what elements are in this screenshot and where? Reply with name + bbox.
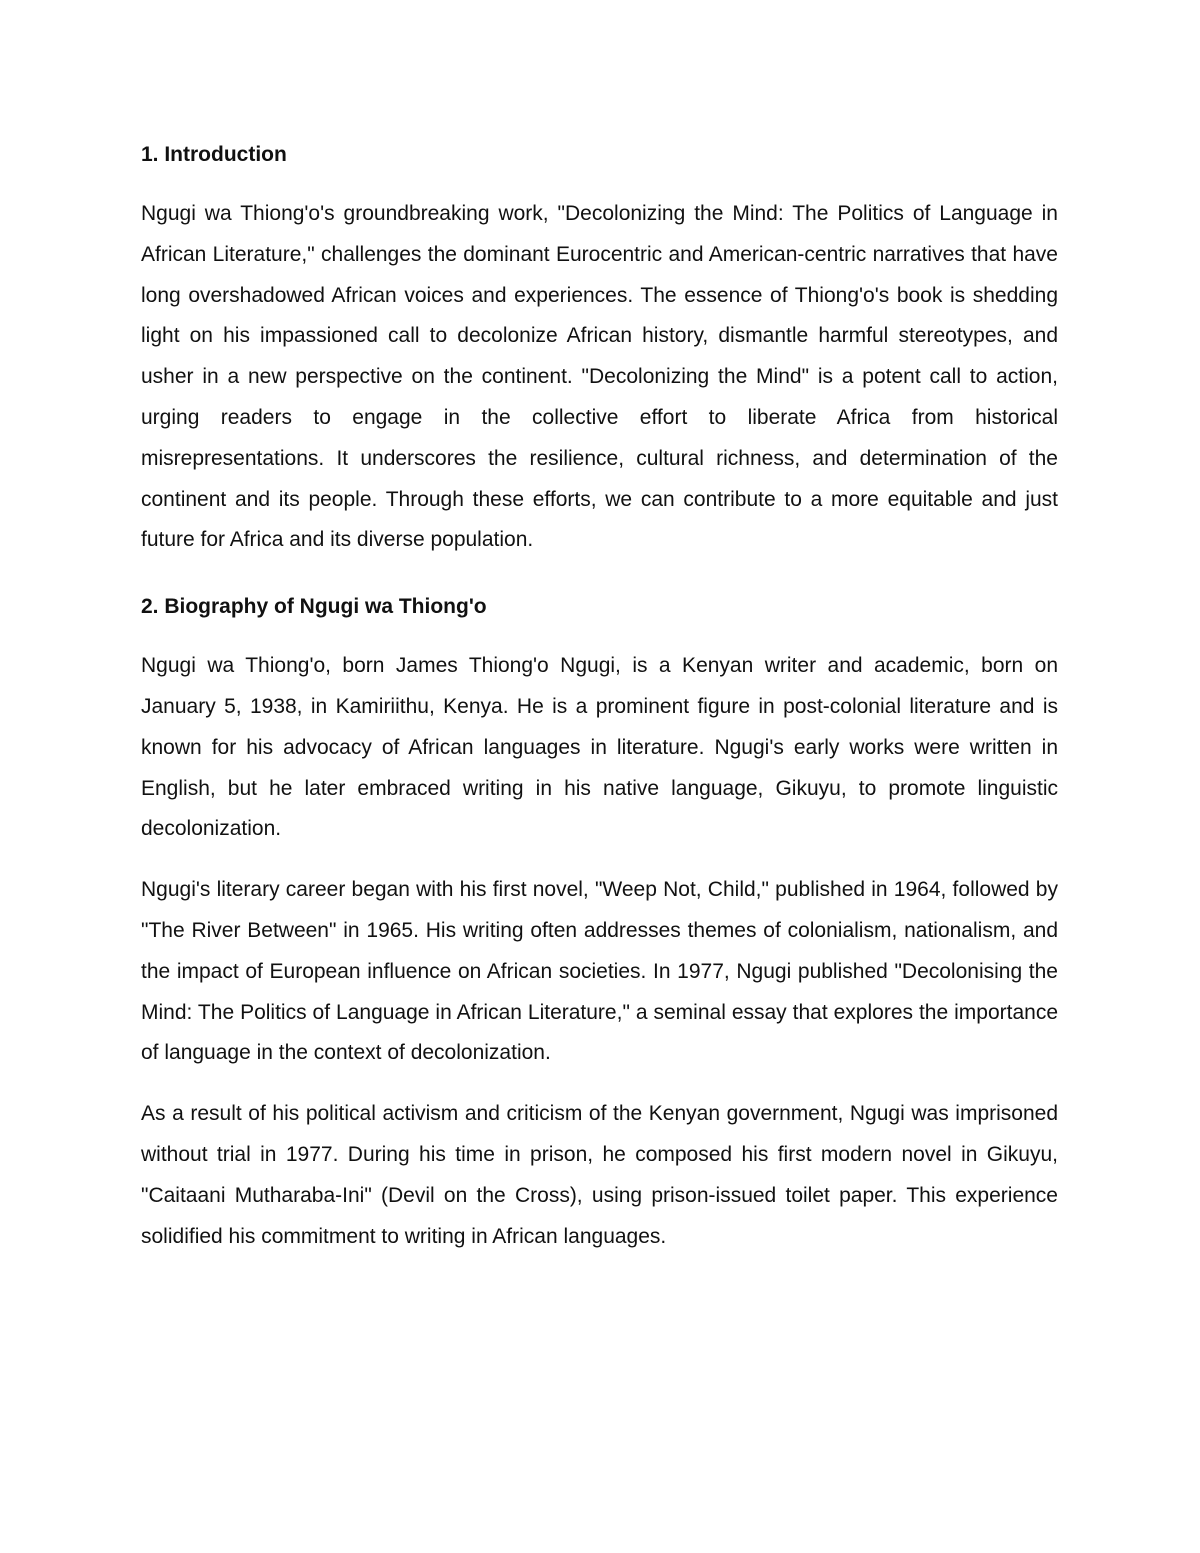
section-introduction bbox=[141, 135, 1058, 561]
biography-paragraph-2: Ngugi's literary career began with his first novel, "Weep Not, Child," published in 1964, followed by "The River Between" in 1965. His writing often addresses themes of colonialism, nationalism, and the impact of European influence on African societies. In 1977, Ngugi published "Decolonising the Mind: The Politics of Language in African Literature," a seminal essay that explores the importance of language in the context of decolonization. bbox=[141, 878, 1058, 1065]
biography-paragraph-3: As a result of his political activism and criticism of the Kenyan government, Ngugi was imprisoned without trial in 1977. During his time in prison, he composed his first modern novel in Gikuyu, "Caitaani Mutharaba-Ini" (Devil on the Cross), using prison-issued toilet paper. This experience solidified his commitment to writing in African languages. bbox=[141, 1102, 1058, 1248]
section-heading-biography: 2. Biography of Ngugi wa Thiong'o bbox=[141, 595, 487, 619]
document-page bbox=[141, 135, 1058, 1277]
section-biography bbox=[141, 587, 1058, 1257]
biography-paragraph-1: Ngugi wa Thiong'o, born James Thiong'o Ngugi, is a Kenyan writer and academic, born on January 5, 1938, in Kamiriithu, Kenya. He is a prominent figure in post-colonial literature and is known for his advocacy of African languages in literature. Ngugi's early works were written in English, but he later embraced writing in his native language, Gikuyu, to promote linguistic decolonization. bbox=[141, 654, 1058, 841]
intro-paragraph: Ngugi wa Thiong'o's groundbreaking work, "Decolonizing the Mind: The Politics of Language in African Literature," challenges the dominant Eurocentric and American-centric narratives that have long overshadowed African voices and experiences. The essence of Thiong'o's book is shedding light on his impassioned call to decolonize African history, dismantle harmful stereotypes, and usher in a new perspective on the continent. "Decolonizing the Mind" is a potent call to action, urging readers to engage in the collective effort to liberate Africa from historical misrepresentations. It underscores the resilience, cultural richness, and determination of the continent and its people. Through these efforts, we can contribute to a more equitable and just future for Africa and its diverse population. bbox=[141, 202, 1058, 552]
section-heading-introduction: 1. Introduction bbox=[141, 143, 287, 166]
